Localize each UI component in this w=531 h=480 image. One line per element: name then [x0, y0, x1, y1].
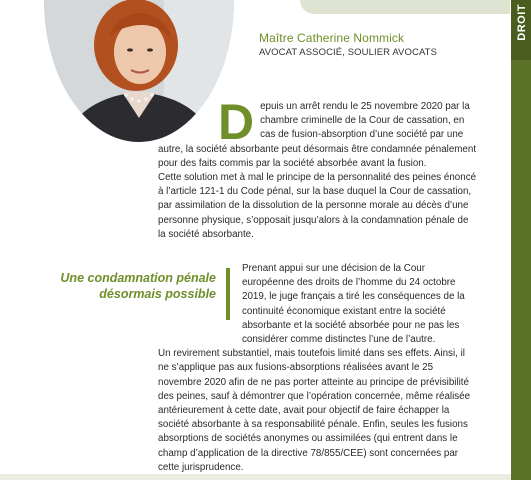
author-role: AVOCAT ASSOCIÉ, SOULIER AVOCATS — [259, 47, 438, 58]
paragraph-4: Un revirement substantiel, mais toutefois limité dans ses effets. Ainsi, il ne s’applique pas aux fusions-absorptions réalisées avant le 25 novembre 2020 afin de ne pas porter atteinte au principe de prévisibilité des peines, sauf à démontrer que l’opération concernée, même réalisée antérieurement à cette date, avait pour objectif de faire échapper la société absorbante à sa responsabilité pénale. Enfin, seules les fusions absorptions de sociétés anonymes ou assimilées (qui entrent dans le champ d’application de la directive 78/855/CEE) sont concernées par cette jurisprudence. — [158, 348, 471, 473]
paragraph-2: Cette solution met à mal le principe de la personnalité des peines énoncé à l’article 121-1 du Code pénal, sur la base duquel la Cour de cassation, par assimilation de la dissolution de la personne morale au décès d’une personne physique, s’opposait jusqu’alors à la condamnation pénale de la société absorbante. — [158, 172, 477, 240]
section-tab[interactable] — [511, 0, 531, 480]
article-intro — [158, 94, 478, 242]
author-name: Maître Catherine Nommick — [259, 31, 405, 45]
paragraph-1 — [158, 94, 478, 171]
paragraph-3: Prenant appui sur une décision de la Cour européenne des droits de l’homme du 24 octobre 2019, le juge français a tiré les conséquences de la continuité économique existant entre la société absorbante et la société absorbée pour ne pas les considérer comme distinctes l’une de l’autre. — [242, 263, 465, 346]
section-tab-label: DROIT — [516, 4, 528, 41]
section-subheading: Une condamnation pénale désormais possible — [60, 271, 216, 301]
article-body — [158, 262, 478, 475]
paragraph-1-text: epuis un arrêt rendu le 25 novembre 2020 par la chambre criminelle de la Cour de cassation, en cas de fusion-absorption d’une société par une autre, la société absorbante peut désormais être condamnée pénalement pour des faits commis par la société absorbée avant la fusion. — [158, 101, 477, 169]
header-decoration — [300, 0, 510, 14]
drop-cap: D — [218, 94, 255, 150]
footer-stripe — [0, 474, 511, 480]
